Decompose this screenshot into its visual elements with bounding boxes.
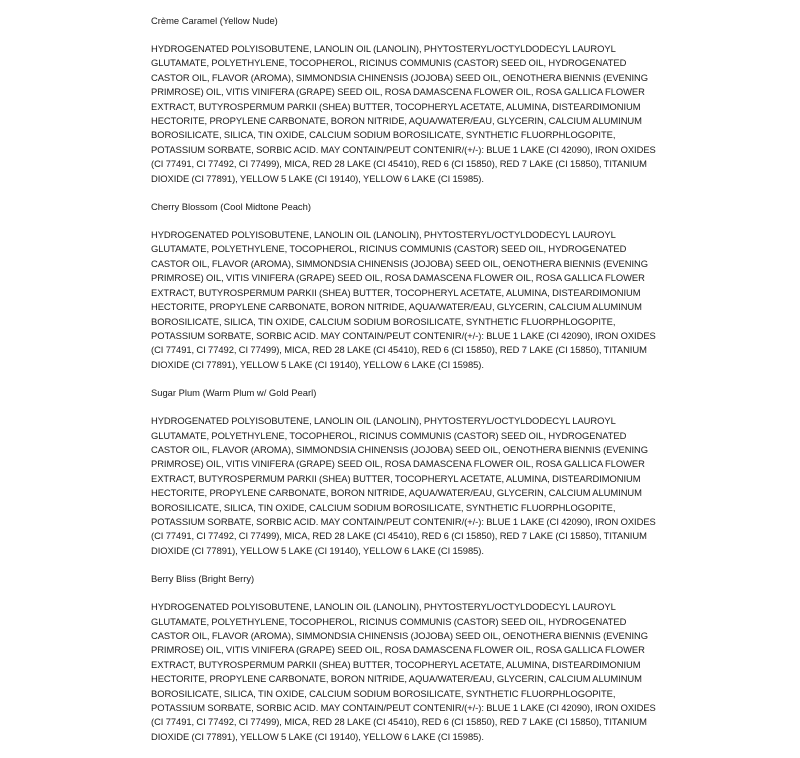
shade-section-creme-caramel bbox=[151, 14, 656, 186]
shade-ingredients: HYDROGENATED POLYISOBUTENE, LANOLIN OIL (LANOLIN), PHYTOSTERYL/OCTYLDODECYL LAUROYL GLUTAMATE, POLYETHYLENE, TOCOPHEROL, RICINUS COMMUNIS (CASTOR) SEED OIL, HYDROGENATED CASTOR OIL, FLAVOR (AROMA), SIMMONDSIA CHINENSIS (JOJOBA) SEED OIL, OENOTHERA BIENNIS (EVENING PRIMROSE) OIL, VITIS VINIFERA (GRAPE) SEED OIL, ROSA DAMASCENA FLOWER OIL, ROSA GALLICA FLOWER EXTRACT, BUTYROSPERMUM PARKII (SHEA) BUTTER, TOCOPHERYL ACETATE, ALUMINA, DISTEARDIMONIUM HECTORITE, PROPYLENE CARBONATE, BORON NITRIDE, AQUA/WATER/EAU, GLYCERIN, CALCIUM ALUMINUM BOROSILICATE, SILICA, TIN OXIDE, CALCIUM SODIUM BOROSILICATE, SYNTHETIC FLUORPHLOGOPITE, POTASSIUM SORBATE, SORBIC ACID. MAY CONTAIN/PEUT CONTENIR/(+/-): BLUE 1 LAKE (CI 42090), IRON OXIDES (CI 77491, CI 77492, CI 77499), MICA, RED 28 LAKE (CI 45410), RED 6 (CI 15850), RED 7 LAKE (CI 15850), TITANIUM DIOXIDE (CI 77891), YELLOW 5 LAKE (CI 19140), YELLOW 6 LAKE (CI 15985). bbox=[151, 229, 656, 370]
ingredients-document bbox=[151, 14, 656, 758]
shade-ingredients: HYDROGENATED POLYISOBUTENE, LANOLIN OIL (LANOLIN), PHYTOSTERYL/OCTYLDODECYL LAUROYL GLUTAMATE, POLYETHYLENE, TOCOPHEROL, RICINUS COMMUNIS (CASTOR) SEED OIL, HYDROGENATED CASTOR OIL, FLAVOR (AROMA), SIMMONDSIA CHINENSIS (JOJOBA) SEED OIL, OENOTHERA BIENNIS (EVENING PRIMROSE) OIL, VITIS VINIFERA (GRAPE) SEED OIL, ROSA DAMASCENA FLOWER OIL, ROSA GALLICA FLOWER EXTRACT, BUTYROSPERMUM PARKII (SHEA) BUTTER, TOCOPHERYL ACETATE, ALUMINA, DISTEARDIMONIUM HECTORITE, PROPYLENE CARBONATE, BORON NITRIDE, AQUA/WATER/EAU, GLYCERIN, CALCIUM ALUMINUM BOROSILICATE, SILICA, TIN OXIDE, CALCIUM SODIUM BOROSILICATE, SYNTHETIC FLUORPHLOGOPITE, POTASSIUM SORBATE, SORBIC ACID. MAY CONTAIN/PEUT CONTENIR/(+/-): BLUE 1 LAKE (CI 42090), IRON OXIDES (CI 77491, CI 77492, CI 77499), MICA, RED 28 LAKE (CI 45410), RED 6 (CI 15850), RED 7 LAKE (CI 15850), TITANIUM DIOXIDE (CI 77891), YELLOW 5 LAKE (CI 19140), YELLOW 6 LAKE (CI 15985). bbox=[151, 415, 656, 556]
shade-name: Berry Bliss (Bright Berry) bbox=[151, 573, 255, 585]
shade-section-cherry-blossom bbox=[151, 200, 656, 372]
shade-name: Sugar Plum (Warm Plum w/ Gold Pearl) bbox=[151, 387, 317, 399]
shade-name: Cherry Blossom (Cool Midtone Peach) bbox=[151, 201, 311, 213]
shade-ingredients: HYDROGENATED POLYISOBUTENE, LANOLIN OIL (LANOLIN), PHYTOSTERYL/OCTYLDODECYL LAUROYL GLUTAMATE, POLYETHYLENE, TOCOPHEROL, RICINUS COMMUNIS (CASTOR) SEED OIL, HYDROGENATED CASTOR OIL, FLAVOR (AROMA), SIMMONDSIA CHINENSIS (JOJOBA) SEED OIL, OENOTHERA BIENNIS (EVENING PRIMROSE) OIL, VITIS VINIFERA (GRAPE) SEED OIL, ROSA DAMASCENA FLOWER OIL, ROSA GALLICA FLOWER EXTRACT, BUTYROSPERMUM PARKII (SHEA) BUTTER, TOCOPHERYL ACETATE, ALUMINA, DISTEARDIMONIUM HECTORITE, PROPYLENE CARBONATE, BORON NITRIDE, AQUA/WATER/EAU, GLYCERIN, CALCIUM ALUMINUM BOROSILICATE, SILICA, TIN OXIDE, CALCIUM SODIUM BOROSILICATE, SYNTHETIC FLUORPHLOGOPITE, POTASSIUM SORBATE, SORBIC ACID. MAY CONTAIN/PEUT CONTENIR/(+/-): BLUE 1 LAKE (CI 42090), IRON OXIDES (CI 77491, CI 77492, CI 77499), MICA, RED 28 LAKE (CI 45410), RED 6 (CI 15850), RED 7 LAKE (CI 15850), TITANIUM DIOXIDE (CI 77891), YELLOW 5 LAKE (CI 19140), YELLOW 6 LAKE (CI 15985). bbox=[151, 601, 656, 742]
shade-ingredients: HYDROGENATED POLYISOBUTENE, LANOLIN OIL (LANOLIN), PHYTOSTERYL/OCTYLDODECYL LAUROYL GLUTAMATE, POLYETHYLENE, TOCOPHEROL, RICINUS COMMUNIS (CASTOR) SEED OIL, HYDROGENATED CASTOR OIL, FLAVOR (AROMA), SIMMONDSIA CHINENSIS (JOJOBA) SEED OIL, OENOTHERA BIENNIS (EVENING PRIMROSE) OIL, VITIS VINIFERA (GRAPE) SEED OIL, ROSA DAMASCENA FLOWER OIL, ROSA GALLICA FLOWER EXTRACT, BUTYROSPERMUM PARKII (SHEA) BUTTER, TOCOPHERYL ACETATE, ALUMINA, DISTEARDIMONIUM HECTORITE, PROPYLENE CARBONATE, BORON NITRIDE, AQUA/WATER/EAU, GLYCERIN, CALCIUM ALUMINUM BOROSILICATE, SILICA, TIN OXIDE, CALCIUM SODIUM BOROSILICATE, SYNTHETIC FLUORPHLOGOPITE, POTASSIUM SORBATE, SORBIC ACID. MAY CONTAIN/PEUT CONTENIR/(+/-): BLUE 1 LAKE (CI 42090), IRON OXIDES (CI 77491, CI 77492, CI 77499), MICA, RED 28 LAKE (CI 45410), RED 6 (CI 15850), RED 7 LAKE (CI 15850), TITANIUM DIOXIDE (CI 77891), YELLOW 5 LAKE (CI 19140), YELLOW 6 LAKE (CI 15985). bbox=[151, 43, 656, 184]
shade-name: Crème Caramel (Yellow Nude) bbox=[151, 15, 278, 26]
shade-section-berry-bliss bbox=[151, 572, 656, 744]
shade-section-sugar-plum bbox=[151, 386, 656, 558]
